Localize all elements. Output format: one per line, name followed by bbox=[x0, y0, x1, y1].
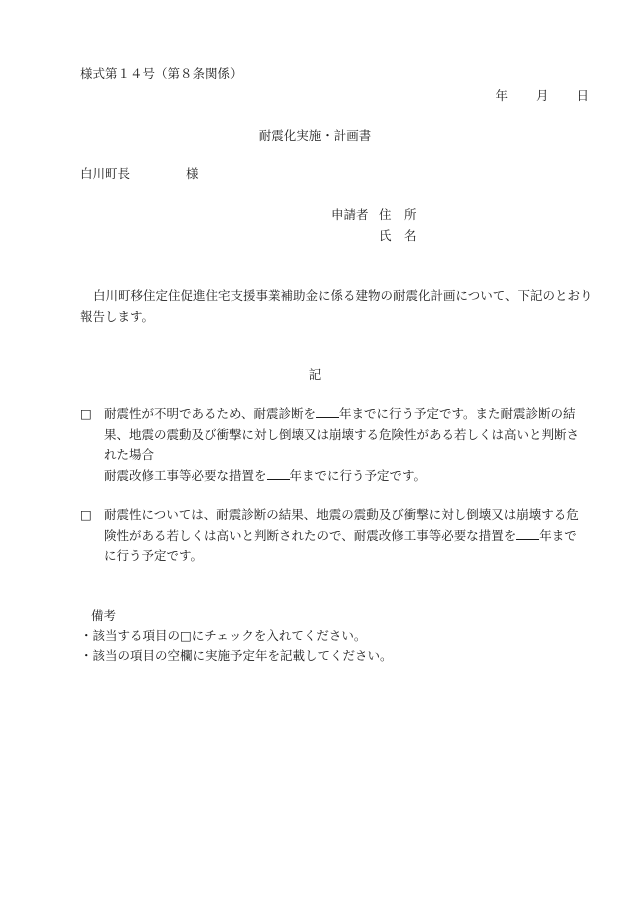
item-2-checkbox[interactable]: □ bbox=[80, 507, 92, 522]
note-item: ・該当する項目の□にチェックを入れてください。 bbox=[80, 628, 367, 643]
applicant-name-label: 氏 名 bbox=[379, 228, 417, 243]
item-1-text-line2: 果、地震の震動及び衝撃に対し倒壊又は崩壊する危険性がある若しくは高いと判断さ bbox=[104, 426, 580, 442]
plan-item-2 bbox=[80, 505, 600, 567]
plan-item-1 bbox=[80, 404, 600, 486]
item-1-year-blank[interactable] bbox=[316, 417, 339, 418]
item-2-text-line2a: 険性がある若しくは高いと判断されたので、耐震改修工事等必要な措置を bbox=[104, 527, 517, 543]
item-1-text-b: 年までに行う予定です。また耐震診断の結 bbox=[339, 406, 576, 421]
item-2-year-blank[interactable] bbox=[516, 539, 539, 540]
date-day-label: 日 bbox=[576, 88, 589, 103]
item-1-text-a: 耐震性が不明であるため、耐震診断を bbox=[104, 406, 317, 421]
applicant-block bbox=[331, 205, 417, 247]
document-title: 耐震化実施・計画書 bbox=[258, 128, 372, 143]
form-number: 様式第１４号（第８条関係） bbox=[80, 66, 243, 81]
date-year-label: 年 bbox=[495, 88, 508, 103]
item-1-text-line3: れた場合 bbox=[104, 447, 155, 462]
item-2-text-line3: に行う予定です。 bbox=[104, 548, 204, 563]
ki-heading: 記 bbox=[308, 367, 322, 382]
item-2-text-line2b: 年まで bbox=[539, 527, 577, 543]
date-month-label: 月 bbox=[535, 88, 549, 103]
item-1-year-blank-2[interactable] bbox=[267, 479, 290, 480]
item-2-text-line1: 耐震性については、耐震診断の結果、地震の震動及び衝撃に対し倒壊又は崩壊する危 bbox=[104, 507, 579, 522]
item-1-checkbox[interactable]: □ bbox=[80, 406, 92, 421]
notes-heading: 備考 bbox=[91, 608, 117, 623]
addressee bbox=[80, 164, 199, 184]
body-paragraph: 白川町移住定住促進住宅支援事業補助金に係る建物の耐震化計画について、下記のとおり報告します。 bbox=[80, 288, 593, 324]
note-item: ・該当の項目の空欄に実施予定年を記載してください。 bbox=[80, 648, 393, 663]
applicant-label: 申請者 bbox=[331, 207, 369, 222]
item-1-text-line4b: 年までに行う予定です。 bbox=[289, 467, 427, 483]
addressee-honorific: 様 bbox=[186, 166, 199, 181]
applicant-address-label: 住 所 bbox=[379, 207, 417, 222]
item-1-text-line4a: 耐震改修工事等必要な措置を bbox=[104, 467, 267, 483]
addressee-name: 白川町長 bbox=[80, 166, 131, 181]
date-line bbox=[495, 86, 589, 106]
notes-section bbox=[80, 606, 393, 666]
